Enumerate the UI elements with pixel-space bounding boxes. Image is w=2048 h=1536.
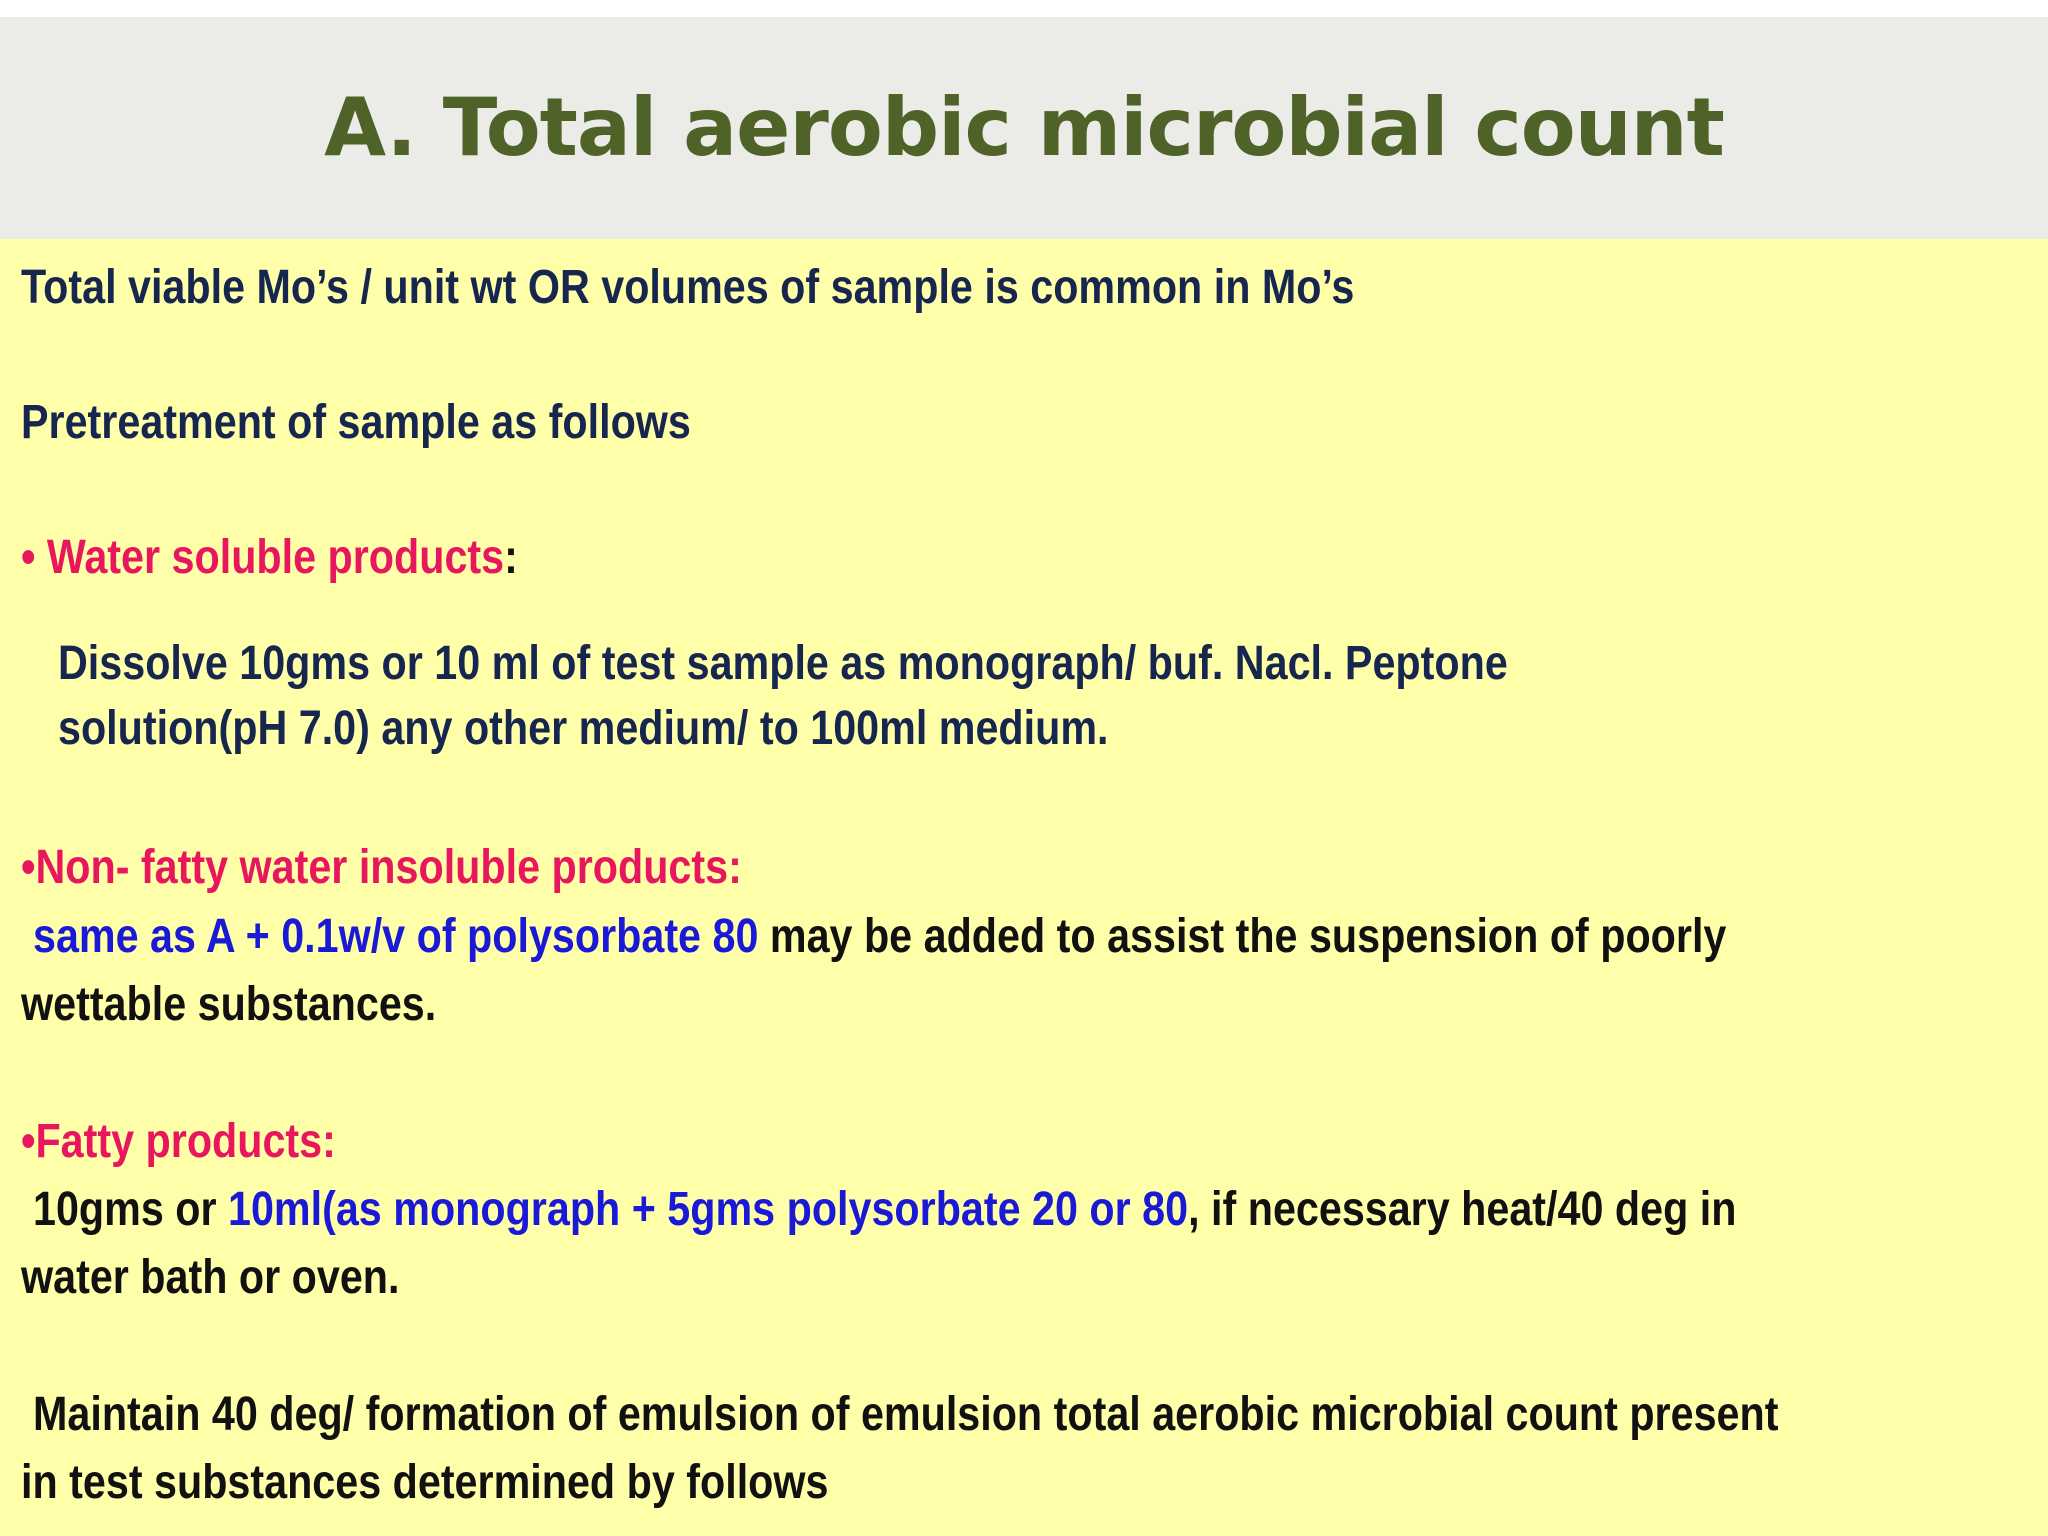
non-fatty-heading: •Non- fatty water insoluble products: [21,841,742,894]
intro-text: Total viable Mo’s / unit wt OR volumes of sample is common in Mo’s [21,261,1355,314]
water-soluble-heading [21,528,518,588]
bullet: • [21,531,47,584]
water-soluble-line-2: solution(pH 7.0) any other medium/ to 100ml medium. [58,702,1109,755]
fatty-line-2: water bath or oven. [21,1251,400,1304]
fatty-highlight: 10ml(as monograph + 5gms polysorbate 20 or 80 [228,1183,1189,1236]
water-soluble-label: Water soluble products [46,531,505,584]
water-soluble-line-1: Dissolve 10gms or 10 ml of test sample as monograph/ buf. Nacl. Peptone [58,637,1508,690]
fatty-heading: •Fatty products: [21,1115,336,1168]
non-fatty-line-1 [33,907,1726,967]
pretreatment-text: Pretreatment of sample as follows [21,396,691,449]
slide-title: A. Total aerobic microbial count [324,81,1724,174]
fatty-rest: , if necessary heat/40 deg in [1188,1183,1737,1236]
maintain-line-2: in test substances determined by follows [21,1456,829,1509]
fatty-line-1 [33,1180,1736,1240]
maintain-line-1: Maintain 40 deg/ formation of emulsion of emulsion total aerobic microbial count present [33,1388,1779,1441]
non-fatty-line-2: wettable substances. [21,978,437,1031]
heading-colon: : [504,531,518,584]
fatty-lead: 10gms or [33,1183,229,1236]
non-fatty-rest: may be added to assist the suspension of poorly [758,910,1727,963]
non-fatty-highlight: same as A + 0.1w/v of polysorbate 80 [33,910,759,963]
